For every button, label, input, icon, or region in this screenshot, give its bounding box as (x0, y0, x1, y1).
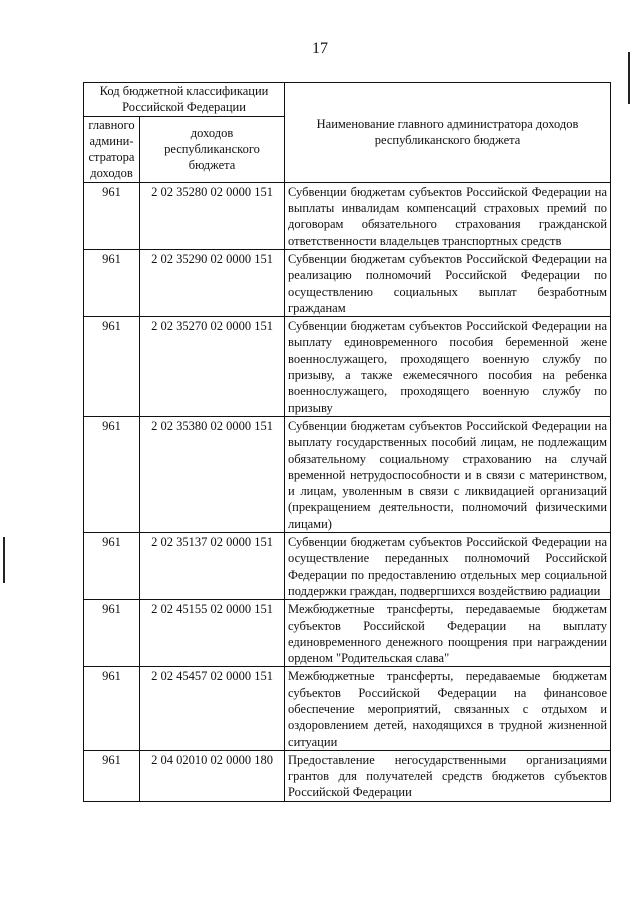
budget-classification-table (83, 82, 611, 802)
table-row (84, 667, 611, 750)
cell-budget-code: 2 02 35270 02 0000 151 (140, 317, 285, 417)
header-main-administrator: главного админи-стратора доходов (84, 116, 140, 182)
cell-income-name: Предоставление негосударственными организациями грантов для получателей средств бюджетов субъектов Российской Федерации (285, 750, 611, 801)
cell-administrator-code: 961 (84, 600, 140, 667)
header-administrator-name: Наименование главного администратора доходов республиканского бюджета (285, 83, 611, 183)
cell-administrator-code: 961 (84, 533, 140, 600)
header-classification-code: Код бюджетной классификации Российской Федерации (84, 83, 285, 117)
cell-income-name: Субвенции бюджетам субъектов Российской Федерации на выплату государственных пособий лицам, не подлежащим обязательному социальному страхованию на случай временной нетрудоспособности и в связи с материнством, и лицам, уволенным в связи с ликвидацией организаций (прекращением деятельности, полномочий физическими лицами) (285, 416, 611, 532)
cell-administrator-code: 961 (84, 750, 140, 801)
table-row (84, 249, 611, 316)
cell-income-name: Межбюджетные трансферты, передаваемые бюджетам субъектов Российской Федерации на выплату единовременного денежного поощрения при награждении орденом "Родительская слава" (285, 600, 611, 667)
cell-budget-code: 2 02 45457 02 0000 151 (140, 667, 285, 750)
cell-budget-code: 2 02 35380 02 0000 151 (140, 416, 285, 532)
cell-income-name: Субвенции бюджетам субъектов Российской Федерации на реализацию полномочий Российской Федерации по осуществлению социальных выплат безработным гражданам (285, 249, 611, 316)
cell-budget-code: 2 02 45155 02 0000 151 (140, 600, 285, 667)
cell-income-name: Субвенции бюджетам субъектов Российской Федерации на выплаты инвалидам компенсаций страховых премий по договорам обязательного страхования гражданской ответственности владельцев транспортных средств (285, 182, 611, 249)
table-row (84, 600, 611, 667)
cell-budget-code: 2 02 35290 02 0000 151 (140, 249, 285, 316)
scan-edge-mark-left (3, 537, 5, 583)
table-header-row (84, 83, 611, 117)
table-row (84, 750, 611, 801)
cell-income-name: Межбюджетные трансферты, передаваемые бюджетам субъектов Российской Федерации на финансовое обеспечение мероприятий, связанных с отдыхом и оздоровлением детей, находящихся в трудной жизненной ситуации (285, 667, 611, 750)
cell-budget-code: 2 02 35137 02 0000 151 (140, 533, 285, 600)
table-row (84, 533, 611, 600)
cell-budget-code: 2 04 02010 02 0000 180 (140, 750, 285, 801)
scan-edge-mark-top (628, 52, 630, 104)
cell-administrator-code: 961 (84, 182, 140, 249)
table-row (84, 317, 611, 417)
cell-administrator-code: 961 (84, 416, 140, 532)
table-body (84, 182, 611, 801)
cell-budget-code: 2 02 35280 02 0000 151 (140, 182, 285, 249)
cell-administrator-code: 961 (84, 667, 140, 750)
header-republican-budget-income: доходов республиканского бюджета (140, 116, 285, 182)
page-number: 17 (312, 40, 328, 57)
cell-administrator-code: 961 (84, 249, 140, 316)
table-row (84, 416, 611, 532)
table-row (84, 182, 611, 249)
cell-administrator-code: 961 (84, 317, 140, 417)
cell-income-name: Субвенции бюджетам субъектов Российской Федерации на осуществление переданных полномочий Российской Федерации по предоставлению отдельных мер социальной поддержки граждан, подвергшихся воздействию радиации (285, 533, 611, 600)
cell-income-name: Субвенции бюджетам субъектов Российской Федерации на выплату единовременного пособия беременной жене военнослужащего, проходящего военную службу по призыву, а также ежемесячного пособия на ребенка военнослужащего, проходящего военную службу по призыву (285, 317, 611, 417)
